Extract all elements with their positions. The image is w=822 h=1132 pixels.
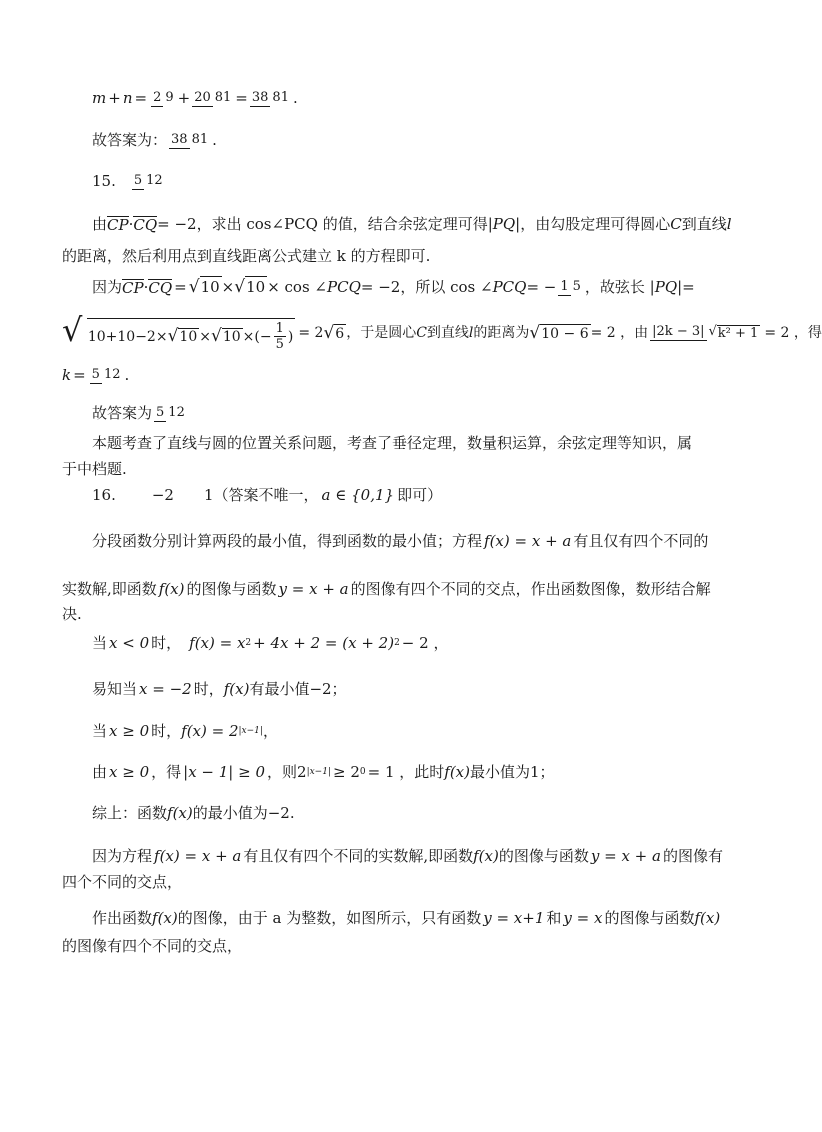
denominator: 5 [275,337,284,353]
text: ，由勾股定理可得圆心 [520,214,671,233]
text: 的图像有 [662,846,723,865]
function-fx: f(x) [158,579,185,598]
radical-sign: √ [188,276,200,297]
radical-sign: √ [529,322,541,343]
text: = 1 ，此时 [367,762,445,781]
line-15 [62,603,82,625]
text: 于中档题. [62,459,127,478]
text: 故答案为 [92,403,153,422]
text: 有且仅有四个不同的实数解,即函数 [243,846,474,865]
denominator: 9 [165,90,174,106]
fraction [192,91,233,105]
radicand: 10 [222,329,241,346]
text: 的图像有四个不同的交点， [62,936,243,955]
denominator: 81 [214,90,232,106]
text: 最小值为1； [470,762,555,781]
dot: · [143,277,149,296]
line-06 [92,271,695,303]
denominator: 5 [572,279,581,295]
function-fx: f(x) [167,803,193,822]
radical-sign: √ [210,326,222,347]
text: 的图像与函数 [186,579,277,598]
var-pq: PQ [654,277,678,296]
text: 故答案为： [92,130,168,149]
period: . [212,130,217,149]
function-fx: f(x) [444,762,470,781]
text: 由 [92,214,108,233]
denominator: 81 [191,132,209,148]
condition: x = −2 [139,679,192,698]
function-y: y = x + a [278,579,349,598]
n-var: n [122,88,133,107]
text: 本题考查了直线与圆的位置关系问题，考查了垂径定理，数量积运算，余弦定理等知识，属 [92,433,693,452]
denominator [707,323,763,342]
numerator: 38 [171,132,188,148]
text: = 2 [298,325,324,341]
line-23 [92,906,720,930]
sqrt [211,328,243,345]
radicand: 10 − 6 [541,325,589,342]
text: = −2 [157,214,197,233]
fraction [154,406,187,420]
exponent: |x−1| [238,725,263,736]
answer-1: −2 [151,485,174,504]
text: |= [677,277,695,296]
sqrt [234,276,267,297]
text: 时， [151,721,182,740]
radicand: 10 [246,277,266,296]
equals: = [174,277,187,296]
inequality: |x − 1| ≥ 0 [183,762,266,781]
text: 四个不同的交点， [62,872,183,891]
function-fx: f(x) [223,679,250,698]
sqrt [709,325,761,341]
text: ， [262,721,278,740]
line-18 [92,719,278,743]
text: 有最小值−2； [249,679,347,698]
equals: = [235,88,248,107]
exponent: 2 [245,637,252,648]
times: × [199,328,211,345]
text: 和 [546,908,562,927]
fraction [90,368,123,382]
function-fx: f(x) [694,908,721,927]
fraction [151,91,176,105]
text: 作出函数 [92,908,153,927]
line-24 [62,935,242,957]
line-20 [92,801,295,825]
times: × [221,277,235,296]
vector-cp: CP [107,215,129,234]
plus: + [177,88,191,107]
numerator: 20 [194,90,211,106]
text: 的图像，由于 a 为整数，如图所示，只有函数 [177,908,482,927]
text: 综上：函数 [92,803,168,822]
line-22 [62,871,182,893]
var-l: l [468,325,474,341]
line-21 [92,844,723,868]
function-y1: y = x+1 [483,908,545,927]
text: ，求出 cos∠PCQ 的值，结合余弦定理可得 [196,214,488,233]
question-number: 15. [92,171,116,190]
condition: x < 0 [109,633,150,652]
text: = −2，所以 cos ∠ [360,277,493,296]
vector-cp: CP [122,278,144,297]
line-02 [92,125,217,155]
radicand: 10 [200,277,220,296]
fraction [132,174,165,188]
power-base: 2 [297,762,307,781]
fraction [650,325,762,341]
text: × cos ∠ [267,277,327,296]
text: 有且仅有四个不同的 [573,531,709,550]
equals: = [134,88,148,107]
text: 的图像与函数 [604,908,695,927]
big-sqrt [62,310,295,353]
text: 时， [151,633,182,652]
text: ) [287,328,294,345]
text: 的图像与函数 [498,846,589,865]
line-17 [92,677,347,701]
vector-cq: CQ [133,215,158,234]
text: 时， [193,679,224,698]
function-fx: f(x) [152,908,178,927]
text: 即可） [397,485,443,504]
text: ，故弦长 | [584,277,655,296]
fraction [169,133,210,147]
text: 因为 [92,277,123,296]
sqrt [168,328,200,345]
text: = 2 ，由 [590,325,649,341]
sqrt [529,322,590,343]
denominator: 12 [168,405,185,421]
text: 易知当 [92,679,138,698]
text: 分段函数分别计算两段的最小值，得到函数的最小值；方程 [92,531,483,550]
text: 10+10−2× [87,328,168,345]
condition: x ≥ 0 [109,762,150,781]
line-03 [92,165,167,197]
denominator: 12 [103,367,121,383]
text: ，则 [267,762,298,781]
angle-pcq: PCQ [492,277,527,296]
numerator: 1 [275,320,284,336]
text: 的图像有四个不同的交点，作出函数图像，数形结合解 [350,579,711,598]
numerator: 5 [91,367,100,383]
function-fx: f(x) = 2 [181,721,239,740]
radicand [87,318,296,352]
function-fx: f(x) = x [189,633,246,652]
line-19 [92,760,555,784]
abs-pq: |PQ| [487,214,521,233]
numerator: 38 [251,90,269,106]
var-k: k [62,365,72,384]
expression: + 4x + 2 = (x + 2) [253,633,395,652]
equation: f(x) = x + a [484,531,572,550]
text: ，于是圆心 [346,325,417,341]
text: = 2 ，得 [764,325,822,341]
denominator: 81 [272,90,289,106]
exponent: 2 [394,637,400,648]
m-var: m [92,88,107,107]
numerator: 5 [133,173,143,189]
radicand: k² + 1 [717,326,759,342]
exponent: 0 [359,766,366,777]
text: ×(− [242,328,272,345]
text: = − [526,277,557,296]
radical-sign: √ [323,322,335,343]
text: 到直线 [681,214,727,233]
text: ≥ 2 [333,762,360,781]
answer-2: 1（答案不唯一， [203,485,319,504]
text: 当 [92,721,108,740]
line-10 [92,432,692,454]
vector-cq: CQ [148,278,173,297]
text: 的距离为 [473,325,530,341]
angle-pcq: PCQ [327,277,361,296]
line-01 [92,83,298,113]
period: . [292,88,298,107]
radical-sign: √ [234,276,246,297]
fraction [274,322,286,352]
text: 到直线 [426,325,469,341]
line-12 [92,484,442,506]
line-16 [92,631,448,655]
condition: x ≥ 0 [109,721,150,740]
var-l: l [726,214,732,233]
radical-sign: √ [62,310,83,349]
text: 因为方程 [92,846,153,865]
text: 的距离，然后利用点到直线距离公式建立 k 的方程即可. [62,246,431,265]
var-c: C [416,325,427,341]
numerator: 1 [560,279,569,295]
function-y: y = x + a [590,846,661,865]
text: 的最小值为−2. [192,803,295,822]
fraction [558,280,583,294]
function-fx: f(x) [473,846,499,865]
text: 当 [92,633,108,652]
text: 决. [62,604,82,623]
radicand: 10 [179,329,198,346]
line-07 [62,311,822,355]
line-14 [62,577,711,601]
line-05 [62,244,430,268]
numerator: 5 [156,405,165,421]
line-04 [92,212,732,236]
equals: = [73,365,86,384]
line-13 [92,529,708,553]
period: . [124,365,130,384]
line-11 [62,458,127,480]
numerator: |2k − 3| [652,324,705,340]
sqrt [188,276,222,297]
radical-sign: √ [708,324,717,340]
text: 由 [92,762,108,781]
plus: + [108,88,121,107]
condition: a ∈ {0,1} [321,485,395,504]
var-c: C [670,214,682,233]
dot: · [128,214,134,233]
text: ，得 [151,762,182,781]
function-y2: y = x [563,908,603,927]
numerator: 2 [153,90,162,106]
question-number: 16. [92,485,116,504]
line-09 [92,397,189,429]
radical-sign: √ [167,326,179,347]
equation: f(x) = x + a [154,846,242,865]
radicand: 6 [335,325,345,342]
text: − 2 ， [401,633,449,652]
sqrt [323,322,346,343]
exponent: |x−1| [306,766,331,777]
line-08 [62,360,129,390]
text: 实数解,即函数 [62,579,157,598]
fraction [250,91,291,105]
denominator: 12 [146,173,163,189]
